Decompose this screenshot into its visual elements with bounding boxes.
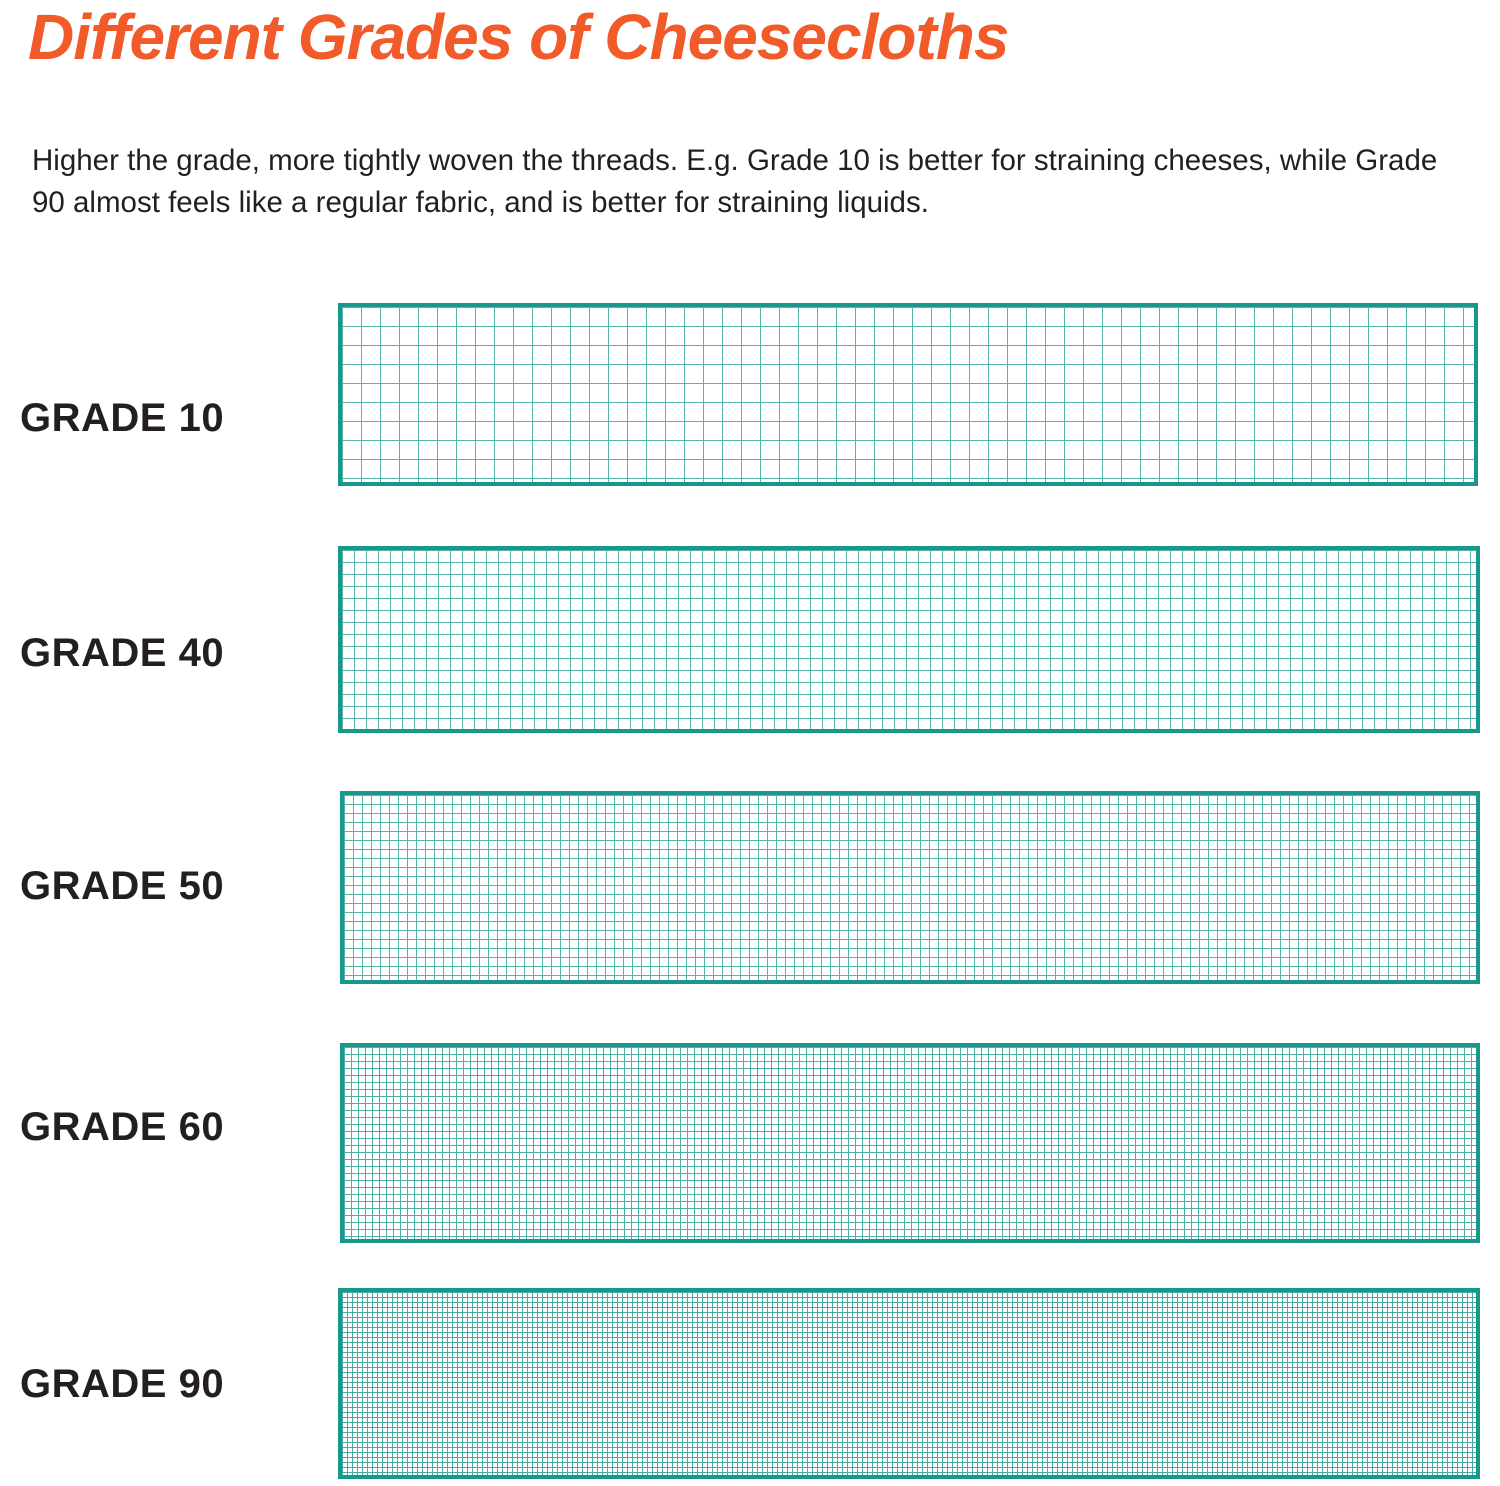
page-title: Different Grades of Cheesecloths (28, 1, 1009, 73)
page-subtitle: Higher the grade, more tightly woven the threads. E.g. Grade 10 is better for straining cheeses, while Grade 90 almost feels like a regular fabric, and is better for straining liquids. (32, 144, 1438, 219)
weave-mesh (342, 307, 1474, 482)
grade-label: GRADE 60 (20, 1105, 225, 1149)
cheesecloth-swatch (338, 303, 1478, 486)
cheesecloth-swatch (338, 1288, 1480, 1479)
weave-mesh (344, 795, 1476, 980)
weave-mesh (342, 1292, 1476, 1475)
cheesecloth-swatch (338, 546, 1480, 733)
weave-mesh (342, 550, 1476, 729)
grade-label: GRADE 90 (20, 1362, 225, 1406)
weave-mesh (344, 1047, 1476, 1239)
grade-label: GRADE 10 (20, 396, 225, 440)
cheesecloth-swatch (340, 791, 1480, 984)
cheesecloth-swatch (340, 1043, 1480, 1243)
grade-label: GRADE 50 (20, 864, 225, 908)
grade-label: GRADE 40 (20, 631, 225, 675)
